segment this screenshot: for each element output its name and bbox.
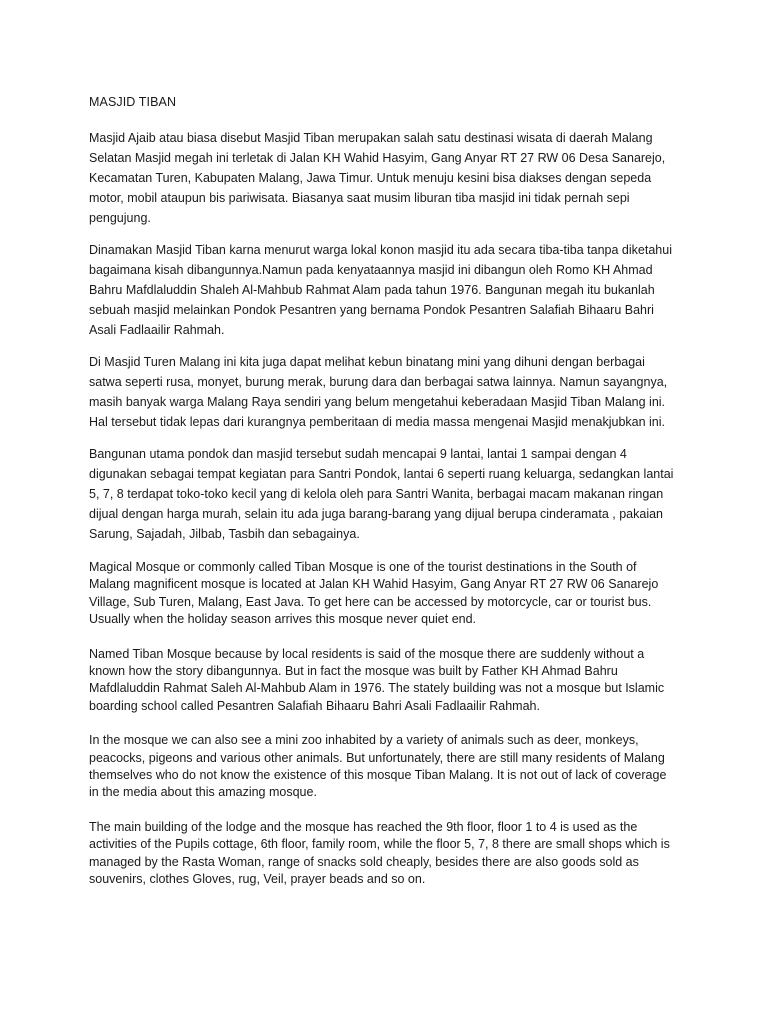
- paragraph-id-2: Dinamakan Masjid Tiban karna menurut warga lokal konon masjid itu ada secara tiba-tiba tanpa diketahui bagaimana kisah dibangunnya.Namun pada kenyataannya masjid ini dibangun oleh Romo KH Ahmad Bahru Mafdlaluddin Shaleh Al-Mahbub Rahmat Alam pada tahun 1976. Bangunan megah itu bukanlah sebuah masjid melainkan Pondok Pesantren yang bernama Pondok Pesantren Salafiah Bihaaru Bahri Asali Fadlaailir Rahmah.: [89, 243, 672, 337]
- paragraph-id-4: Bangunan utama pondok dan masjid tersebut sudah mencapai 9 lantai, lantai 1 sampai dengan 4 digunakan sebagai tempat kegiatan para Santri Pondok, lantai 6 seperti ruang keluarga, sedangkan lantai 5, 7, 8 terdapat toko-toko kecil yang di kelola oleh para Santri Wanita, berbagai macam makanan ringan dijual dengan harga murah, selain itu ada juga barang-barang yang dijual berupa cinderamata , pakaian Sarung, Sajadah, Jilbab, Tasbih dan sebagainya.: [89, 447, 674, 541]
- paragraph-id-3: Di Masjid Turen Malang ini kita juga dapat melihat kebun binatang mini yang dihuni dengan berbagai satwa seperti rusa, monyet, burung merak, burung dara dan berbagai satwa lainnya. Namun sayangnya, masih banyak warga Malang Raya sendiri yang belum mengetahui keberadaan Masjid Tiban Malang ini. Hal tersebut tidak lepas dari kurangnya pemberitaan di media massa mengenai Masjid menakjubkan ini.: [89, 355, 668, 429]
- paragraph-en-1: Magical Mosque or commonly called Tiban Mosque is one of the tourist destinations in the South of Malang magnificent mosque is located at Jalan KH Wahid Hasyim, Gang Anyar RT 27 RW 06 Sanarejo Village, Sub Turen, Malang, East Java. To get here can be accessed by motorcycle, car or tourist bus. Usually when the holiday season arrives this mosque never quiet end.: [89, 560, 659, 627]
- document-body: [89, 94, 679, 906]
- document-title: MASJID TIBAN: [89, 95, 177, 109]
- paragraph-id-1: Masjid Ajaib atau biasa disebut Masjid Tiban merupakan salah satu destinasi wisata di daerah Malang Selatan Masjid megah ini terletak di Jalan KH Wahid Hasyim, Gang Anyar RT 27 RW 06 Desa Sanarejo, Kecamatan Turen, Kabupaten Malang, Jawa Timur. Untuk menuju kesini bisa diakses dengan sepeda motor, mobil ataupun bis pariwisata. Biasanya saat musim liburan tiba masjid ini tidak pernah sepi pengujung.: [89, 131, 666, 225]
- paragraph-en-3: In the mosque we can also see a mini zoo inhabited by a variety of animals such as deer, monkeys, peacocks, pigeons and various other animals. But unfortunately, there are still many residents of Malang themselves who do not know the existence of this mosque Tiban Malang. It is not out of lack of coverage in the media about this amazing mosque.: [89, 733, 667, 800]
- paragraph-en-2: Named Tiban Mosque because by local residents is said of the mosque there are suddenly without a known how the story dibangunnya. But in fact the mosque was built by Father KH Ahmad Bahru Mafdlaluddin Rahmat Saleh Al-Mahbub Alam in 1976. The stately building was not a mosque but Islamic boarding school called Pesantren Salafiah Bihaaru Bahri Asali Fadlaailir Rahmah.: [89, 646, 665, 713]
- paragraph-en-4: The main building of the lodge and the mosque has reached the 9th floor, floor 1 to 4 is used as the activities of the Pupils cottage, 6th floor, family room, while the floor 5, 7, 8 there are small shops which is managed by the Rasta Woman, range of snacks sold cheaply, besides there are also goods sold as souvenirs, clothes Gloves, rug, Veil, prayer beads and so on.: [89, 819, 670, 887]
